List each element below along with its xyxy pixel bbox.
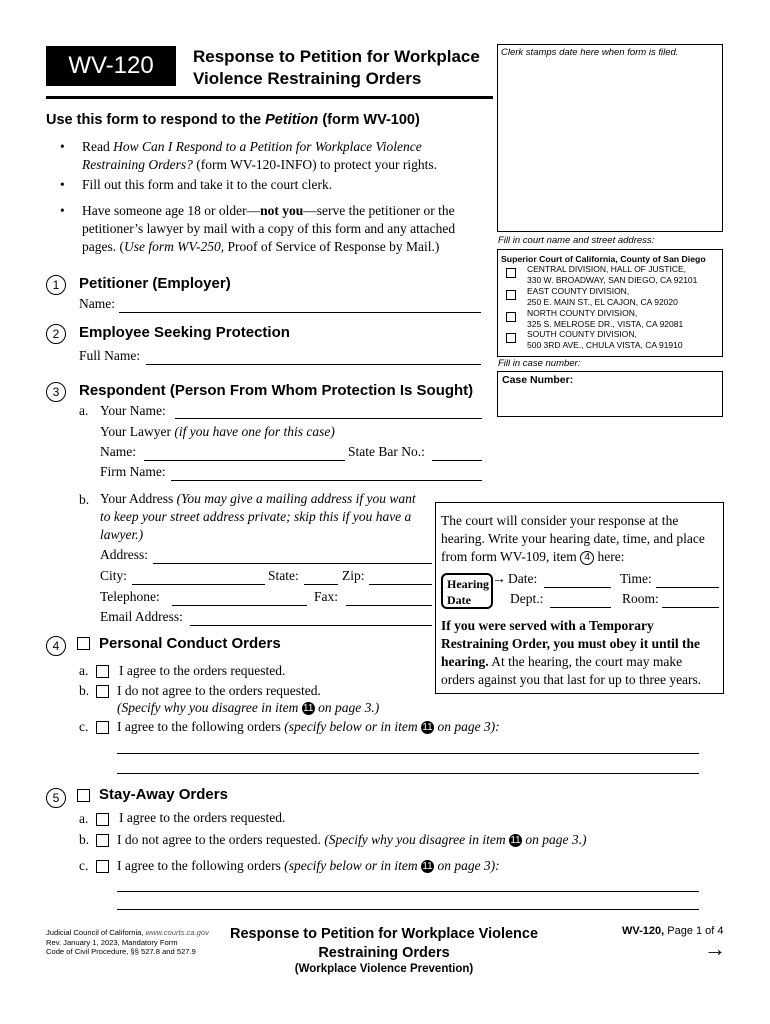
- court-address-box: [497, 249, 723, 357]
- case-fill-label: Fill in case number:: [498, 358, 581, 369]
- item-4a-letter: a.: [79, 663, 89, 678]
- division-checkbox-south[interactable]: [506, 333, 516, 343]
- item-4b-text: I do not agree to the orders requested.: [117, 683, 321, 698]
- item-4a-checkbox[interactable]: [96, 665, 109, 678]
- section-4-checkbox[interactable]: [77, 637, 90, 650]
- employee-name-label: Full Name:: [79, 348, 141, 363]
- footer-subtitle: (Workplace Violence Prevention): [294, 963, 474, 975]
- section-4-title: Personal Conduct Orders: [99, 635, 281, 652]
- division-checkbox-north[interactable]: [506, 312, 516, 322]
- form-title: Response to Petition for Workplace Violence Restraining Orders: [193, 47, 480, 88]
- section-3-number: 3: [46, 382, 66, 402]
- lawyer-name-field[interactable]: [144, 460, 345, 461]
- state-bar-field[interactable]: [432, 460, 482, 461]
- address-field[interactable]: [153, 563, 432, 564]
- item-4a-text: I agree to the orders requested.: [119, 663, 286, 678]
- section-5-number: 5: [46, 788, 66, 808]
- form-id: WV-120: [68, 52, 154, 79]
- court-fill-label: Fill in court name and street address:: [498, 235, 655, 246]
- zip-field[interactable]: [369, 584, 432, 585]
- case-number-label: Case Number:: [502, 374, 574, 386]
- division-checkbox-central[interactable]: [506, 268, 516, 278]
- zip-label: Zip:: [342, 568, 365, 583]
- item-4b-letter: b.: [79, 683, 90, 698]
- lawyer-heading: Your Lawyer (if you have one for this case): [100, 424, 335, 439]
- hearing-dept-label: Dept.:: [510, 591, 544, 606]
- state-label: State:: [268, 568, 299, 583]
- item-4c-line-1[interactable]: [117, 753, 699, 754]
- case-number-box[interactable]: [497, 371, 723, 417]
- email-field[interactable]: [190, 625, 432, 626]
- intro-bullet-1: • Read How Can I Respond to a Petition for Workplace Violence Restraining Orders? (form WV-120-INFO) to protect your rights.: [60, 139, 437, 172]
- section-1-title: Petitioner (Employer): [79, 275, 231, 292]
- petitioner-name-field[interactable]: [119, 312, 481, 313]
- clerk-stamp-box[interactable]: [497, 44, 723, 232]
- section-2-number: 2: [46, 324, 66, 344]
- item-4b-checkbox[interactable]: [96, 685, 109, 698]
- item-4c-checkbox[interactable]: [96, 721, 109, 734]
- email-label: Email Address:: [100, 609, 183, 624]
- section-3-title: Respondent (Person From Whom Protection Is Sought): [79, 382, 474, 399]
- item-4c-letter: c.: [79, 719, 89, 734]
- telephone-label: Telephone:: [100, 589, 160, 604]
- hearing-time-field[interactable]: [656, 587, 719, 588]
- footer-title: Response to Petition for Workplace Violence Restraining Orders: [229, 926, 539, 961]
- tro-warning: If you were served with a Temporary Restraining Order, you must obey it until the hearing. At the hearing, the court may make orders against you that last for up to three years.: [441, 618, 702, 687]
- item-5c-letter: c.: [79, 858, 89, 873]
- section-1-number: 1: [46, 275, 66, 295]
- fax-field[interactable]: [346, 605, 432, 606]
- item-4c-line-2[interactable]: [117, 773, 699, 774]
- state-bar-label: State Bar No.:: [348, 444, 425, 459]
- telephone-field[interactable]: [172, 605, 307, 606]
- item-3b-letter: b.: [79, 492, 90, 507]
- item-5c-text: I agree to the following orders (specify below or in item 11 on page 3):: [117, 858, 500, 873]
- intro-bullet-2: • Fill out this form and take it to the court clerk.: [60, 177, 333, 192]
- your-name-label: Your Name:: [100, 403, 166, 418]
- court-title: Superior Court of California, County of San Diego: [501, 254, 706, 264]
- item-5a-text: I agree to the orders requested.: [119, 810, 286, 825]
- your-name-field[interactable]: [175, 418, 482, 419]
- hearing-dept-field[interactable]: [550, 607, 611, 608]
- arrow-icon: →: [492, 572, 506, 587]
- hearing-date-field[interactable]: [544, 587, 611, 588]
- petitioner-name-label: Name:: [79, 296, 115, 311]
- footer-page-number: WV-120, Page 1 of 4: [622, 925, 724, 937]
- item-5a-letter: a.: [79, 811, 89, 826]
- clerk-stamp-label: Clerk stamps date here when form is filed.: [501, 47, 679, 58]
- item-5a-checkbox[interactable]: [96, 813, 109, 826]
- next-page-arrow-icon: →: [704, 936, 726, 961]
- intro-bullet-3: • Have someone age 18 or older—not you—serve the petitioner or the petitioner’s lawyer by mail with a copy of this form and any attached pages. (Use form WV-250, Proof of Service of Response by Mail.): [60, 203, 456, 254]
- section-4-number: 4: [46, 636, 66, 656]
- division-east: EAST COUNTY DIVISION, 250 E. MAIN ST., EL CAJON, CA 92020: [527, 286, 678, 307]
- item-5c-line-2[interactable]: [117, 909, 699, 910]
- item-5b-checkbox[interactable]: [96, 834, 109, 847]
- hearing-date-field-label: Date:: [508, 571, 538, 586]
- item-5c-checkbox[interactable]: [96, 860, 109, 873]
- item-5b-letter: b.: [79, 832, 90, 847]
- hearing-room-field[interactable]: [662, 607, 719, 608]
- item-5c-line-1[interactable]: [117, 891, 699, 892]
- division-checkbox-east[interactable]: [506, 290, 516, 300]
- address-label: Address:: [100, 547, 148, 562]
- hearing-date-label: Hearing Date: [441, 573, 493, 609]
- section-5-title: Stay-Away Orders: [99, 786, 228, 803]
- state-field[interactable]: [304, 584, 338, 585]
- lawyer-name-label: Name:: [100, 444, 136, 459]
- hearing-instructions: The court will consider your response at the hearing. Write your hearing date, time, and place from form WV-109, item 4 here:: [441, 513, 705, 564]
- division-central: CENTRAL DIVISION, HALL OF JUSTICE, 330 W. BROADWAY, SAN DIEGO, CA 92101: [527, 264, 698, 285]
- city-field[interactable]: [132, 584, 265, 585]
- hearing-room-label: Room:: [622, 591, 659, 606]
- fax-label: Fax:: [314, 589, 339, 604]
- firm-name-field[interactable]: [171, 480, 482, 481]
- item-4b-note: (Specify why you disagree in item 11 on page 3.): [117, 700, 380, 715]
- item-5b-text: I do not agree to the orders requested. (Specify why you disagree in item 11 on page 3.): [117, 832, 587, 847]
- hearing-time-label: Time:: [620, 571, 652, 586]
- intro-heading: Use this form to respond to the Petition (form WV-100): [46, 112, 420, 128]
- employee-name-field[interactable]: [146, 364, 481, 365]
- form-id-badge: [46, 46, 176, 86]
- item-4c-text: I agree to the following orders (specify below or in item 11 on page 3):: [117, 719, 500, 734]
- section-5-checkbox[interactable]: [77, 789, 90, 802]
- division-north: NORTH COUNTY DIVISION, 325 S. MELROSE DR., VISTA, CA 92081: [527, 308, 684, 329]
- hearing-info-box: [435, 502, 724, 694]
- item-3a-letter: a.: [79, 403, 89, 418]
- address-heading: Your Address (You may give a mailing address if you want to keep your street address private; skip this if you have a lawyer.): [100, 491, 416, 542]
- footer-council: Judicial Council of California, www.courts.ca.gov Rev. January 1, 2023, Mandatory Form Code of Civil Procedure, §§ 527.8 and 527.9: [46, 928, 209, 956]
- header-rule: [46, 96, 493, 99]
- section-2-title: Employee Seeking Protection: [79, 324, 290, 341]
- city-label: City:: [100, 568, 128, 583]
- division-south: SOUTH COUNTY DIVISION, 500 3RD AVE., CHULA VISTA, CA 91910: [527, 329, 683, 350]
- firm-name-label: Firm Name:: [100, 464, 166, 479]
